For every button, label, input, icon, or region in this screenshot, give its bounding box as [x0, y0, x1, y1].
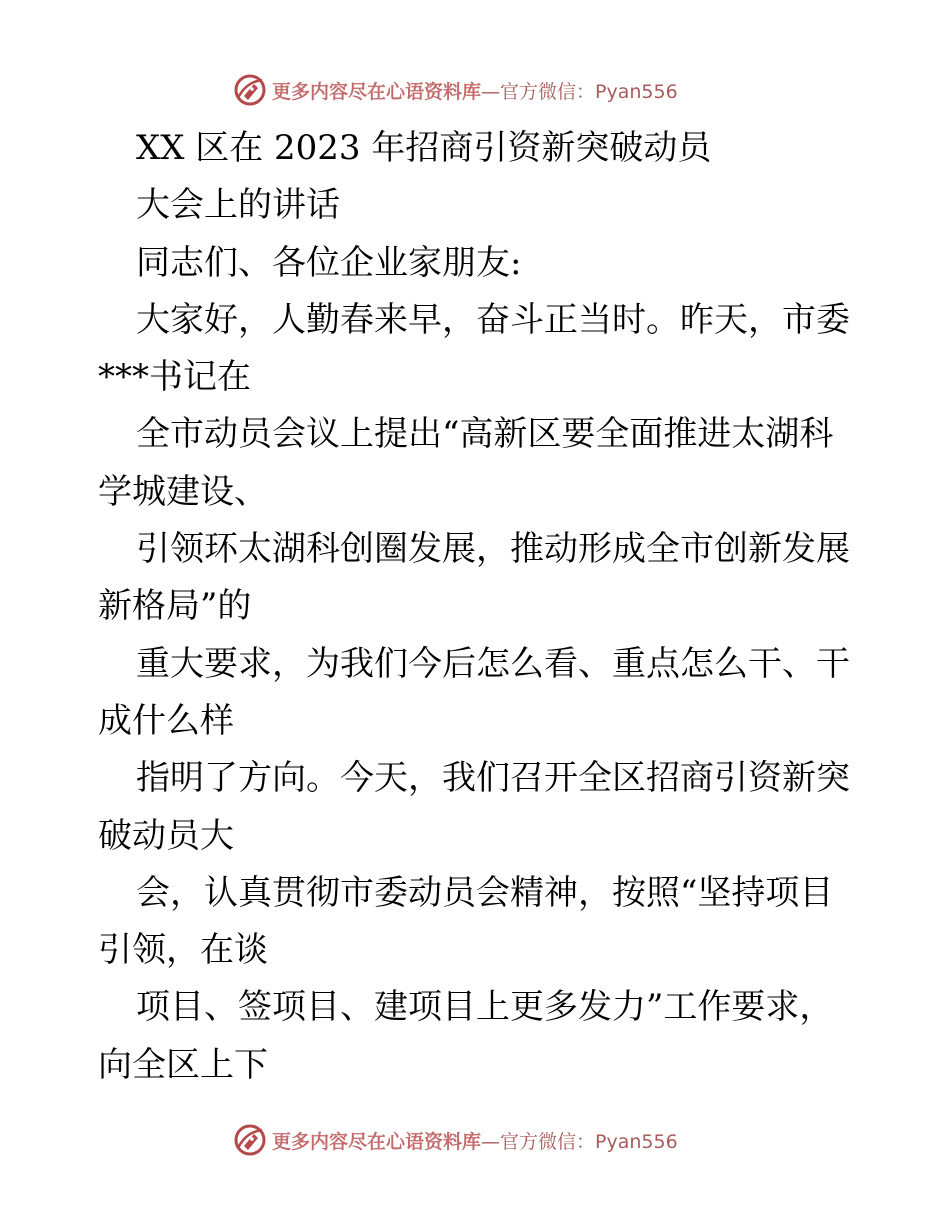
watermark-sub-text: —官方微信：Pyan556: [481, 1130, 678, 1153]
watermark-banner-top: [232, 70, 678, 110]
text-line: 破动员大: [98, 815, 234, 856]
text-line: 学城建设、: [98, 471, 268, 512]
watermark-banner-bottom: [232, 1120, 678, 1160]
watermark-main-text: 更多内容尽在心语资料库: [272, 1130, 482, 1153]
text-line: 项目、签项目、建项目上更多发力”工作要求，: [136, 987, 834, 1028]
text-line: XX 区在 2023 年招商引资新突破动员: [136, 128, 712, 168]
text-line: ***书记在: [98, 357, 251, 398]
text-line: 引领环太湖科创圈发展，推动形成全市创新发展: [136, 529, 850, 570]
pen-nib-logo-icon: [232, 1122, 268, 1158]
text-line: 同志们、各位企业家朋友:: [136, 242, 522, 283]
watermark-sub-text: —官方微信：Pyan556: [481, 80, 678, 103]
text-line: 大家好，人勤春来早，奋斗正当时。昨天，市委: [136, 299, 850, 340]
text-line: 新格局”的: [98, 586, 252, 627]
text-line: 重大要求，为我们今后怎么看、重点怎么干、干: [136, 643, 850, 684]
pen-nib-logo-icon: [232, 72, 268, 108]
text-line: 成什么样: [98, 700, 234, 741]
text-line: 指明了方向。今天，我们召开全区招商引资新突: [136, 758, 850, 799]
text-line: 向全区上下: [98, 1044, 268, 1085]
text-line: 会，认真贯彻市委动员会精神，按照“坚持项目: [136, 872, 834, 913]
text-line: 大会上的讲话: [136, 185, 340, 226]
watermark-main-text: 更多内容尽在心语资料库: [272, 80, 482, 103]
text-line: 全市动员会议上提出“高新区要全面推进太湖科: [136, 414, 834, 455]
document-body: [98, 120, 858, 1094]
text-line: 引领，在谈: [98, 930, 268, 971]
